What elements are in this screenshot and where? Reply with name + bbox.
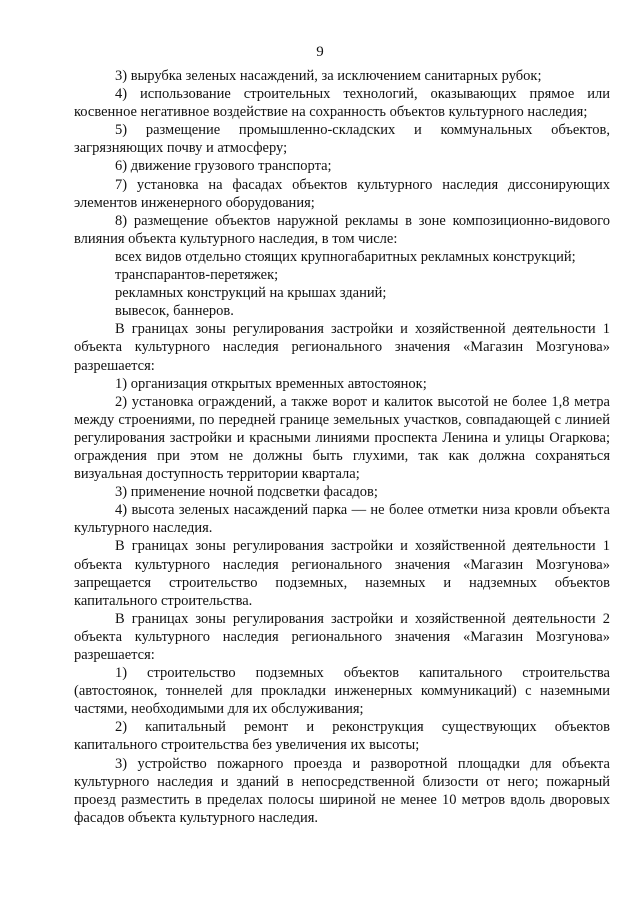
zone-1-prohibited: В границах зоны регулирования застройки и хозяйственной деятельности 1 объекта культурного наследия регионального значения «Магазин Мозгунова» запрещается строительство подземных, наземных и надземных объектов капитального строительства. — [74, 538, 610, 609]
zone-2-item-1: 1) строительство подземных объектов капитального строительства (автостоянок, тоннелей для прокладки инженерных коммуникаций) с наземными частями, необходимыми для их обслуживания; — [74, 665, 610, 718]
sub-item-banners-stretch: транспарантов-перетяжек; — [115, 267, 279, 284]
zone-1-item-3: 3) применение ночной подсветки фасадов; — [115, 484, 378, 501]
sub-item-signs: вывесок, баннеров. — [115, 303, 234, 320]
zone-1-permitted-intro: В границах зоны регулирования застройки и хозяйственной деятельности 1 объекта культурного наследия регионального значения «Магазин Мозгунова» разрешается: — [74, 321, 610, 374]
sub-item-roof-ads: рекламных конструкций на крышах зданий; — [115, 285, 387, 302]
list-item-7-facade-equipment: 7) установка на фасадах объектов культурного наследия диссонирующих элементов инженерного оборудования; — [74, 176, 610, 211]
page-number: 9 — [316, 44, 324, 60]
zone-1-item-1: 1) организация открытых временных автостоянок; — [115, 375, 427, 392]
sub-item-billboards: всех видов отдельно стоящих крупногабаритных рекламных конструкций; — [115, 248, 576, 265]
zone-1-item-2: 2) установка ограждений, а также ворот и калиток высотой не более 1,8 метра между строениями, по передней границе земельных участков, совпадающей с линией регулирования застройки и красными линиями проспекта Ленина и улицы Огаркова; ограждения при этом не должны быть глухими, так как должна сохраняться визуальная доступность территории квартала; — [74, 393, 610, 483]
zone-2-item-3: 3) устройство пожарного проезда и разворотной площадки для объекта культурного наследия и зданий в непосредственной близости от него; пожарный проезд разместить в пределах полосы шириной не менее 10 метров вдоль дворовых фасадов объекта культурного наследия. — [74, 755, 610, 826]
zone-1-item-4: 4) высота зеленых насаждений парка — не более отметки низа кровли объекта культурного наследия. — [74, 502, 610, 537]
document-body — [74, 67, 610, 827]
list-item-3-tree-felling: 3) вырубка зеленых насаждений, за исключением санитарных рубок; — [115, 68, 542, 84]
list-item-8-outdoor-advertising: 8) размещение объектов наружной рекламы в зоне композиционно-видового влияния объекта культурного наследия, в том числе: — [74, 212, 610, 247]
list-item-4-construction-tech: 4) использование строительных технологий, оказывающих прямое или косвенное негативное воздействие на сохранность объектов культурного наследия; — [74, 86, 610, 121]
zone-2-permitted-intro: В границах зоны регулирования застройки и хозяйственной деятельности 2 объекта культурного наследия регионального значения «Магазин Мозгунова» разрешается: — [74, 610, 610, 663]
list-item-6-freight-traffic: 6) движение грузового транспорта; — [115, 158, 332, 175]
list-item-5-industrial-objects: 5) размещение промышленно-складских и коммунальных объектов, загрязняющих почву и атмосферу; — [74, 122, 610, 157]
zone-2-item-2: 2) капитальный ремонт и реконструкция существующих объектов капитального строительства без увеличения их высоты; — [74, 719, 610, 754]
